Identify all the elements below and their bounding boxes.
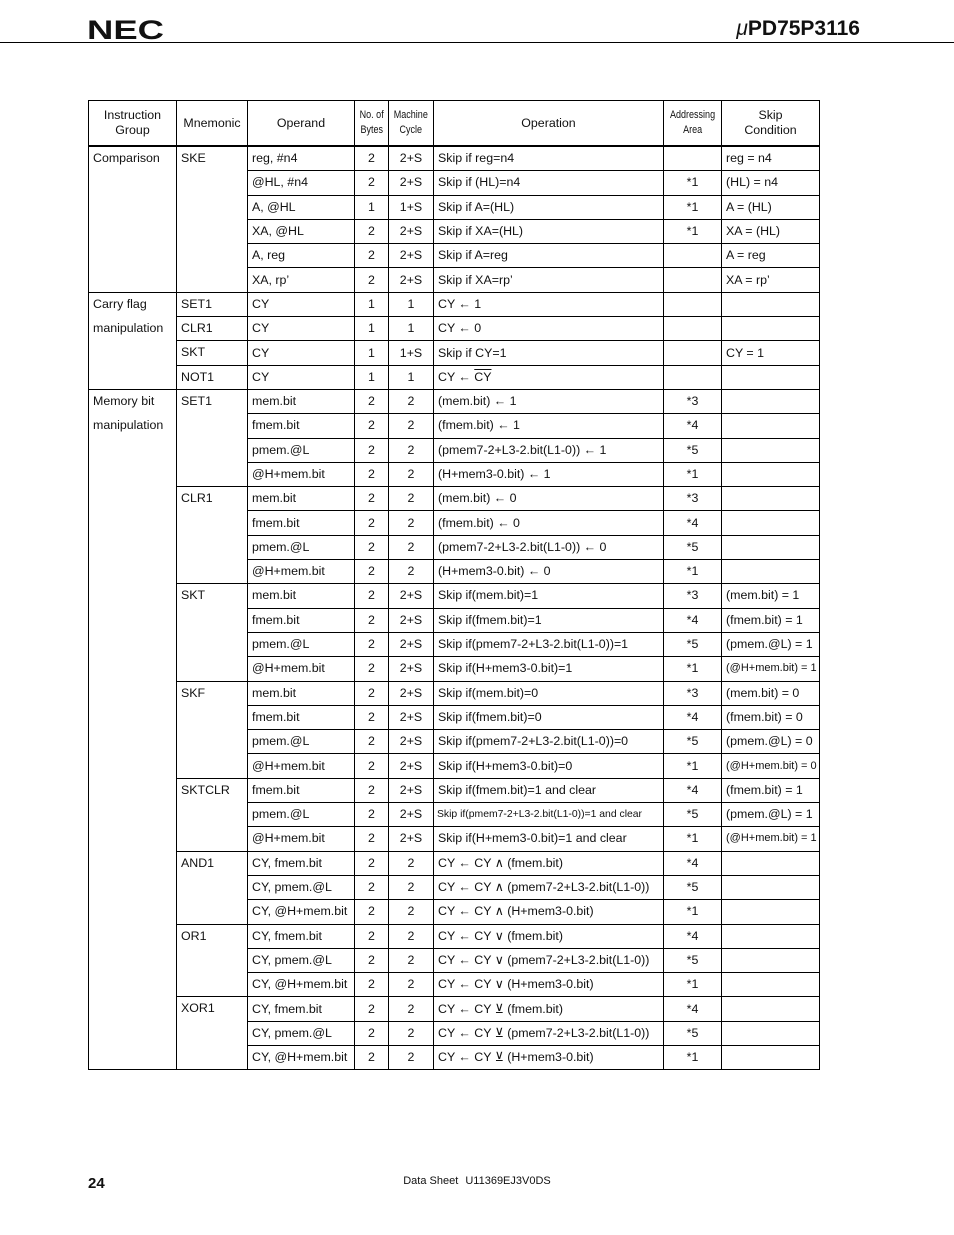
skip-condition-cell — [722, 997, 820, 1021]
operation-cell: CY ← 0 — [434, 317, 664, 341]
cycle-cell: 2 — [389, 1021, 434, 1045]
bytes-cell: 1 — [355, 292, 389, 316]
operation-cell: CY ← CY ∧ (H+mem3-0.bit) — [434, 900, 664, 924]
page-number: 24 — [88, 1175, 105, 1192]
bytes-cell: 2 — [355, 438, 389, 462]
operation-cell — [434, 365, 664, 389]
bytes-cell: 2 — [355, 705, 389, 729]
mu-prefix: μ — [736, 17, 748, 40]
operation-cell: (fmem.bit) ← 1 — [434, 414, 664, 438]
mnemonic-cell: CLR1 — [177, 317, 248, 341]
skip-condition-cell: (@H+mem.bit) = 1 — [722, 657, 820, 681]
cycle-cell: 2 — [389, 1045, 434, 1069]
operand-cell: CY, fmem.bit — [248, 851, 355, 875]
col-header-group: Instruction Group — [89, 101, 177, 147]
operand-cell: CY, @H+mem.bit — [248, 973, 355, 997]
addressing-area-cell: *3 — [664, 389, 722, 413]
operation-cell: CY ← CY ∨ (pmem7-2+L3-2.bit(L1-0)) — [434, 948, 664, 972]
skip-condition-cell: (fmem.bit) = 1 — [722, 778, 820, 802]
cycle-cell: 2+S — [389, 778, 434, 802]
operand-cell: A, @HL — [248, 195, 355, 219]
cycle-cell: 2 — [389, 511, 434, 535]
operand-cell: CY, pmem.@L — [248, 875, 355, 899]
cycle-cell: 2+S — [389, 171, 434, 195]
addressing-area-cell: *1 — [664, 1045, 722, 1069]
nec-logo: NEC — [87, 15, 164, 45]
skip-condition-cell: (@H+mem.bit) = 1 — [722, 827, 820, 851]
operand-cell: CY, pmem.@L — [248, 1021, 355, 1045]
operation-cell: (H+mem3-0.bit) ← 0 — [434, 560, 664, 584]
addressing-area-cell: *5 — [664, 948, 722, 972]
bytes-cell: 2 — [355, 681, 389, 705]
bytes-cell: 2 — [355, 1045, 389, 1069]
table-row — [89, 584, 820, 608]
table-row — [89, 292, 820, 316]
mnemonic-cell: SKF — [177, 681, 248, 778]
cycle-cell: 1 — [389, 365, 434, 389]
skip-condition-cell: XA = (HL) — [722, 219, 820, 243]
operation-cell: CY ← 1 — [434, 292, 664, 316]
instruction-group-label: Memory bit — [93, 393, 155, 408]
cycle-cell: 2 — [389, 851, 434, 875]
operation-cell: Skip if A=reg — [434, 244, 664, 268]
cycle-cell: 2+S — [389, 632, 434, 656]
skip-condition-cell: (mem.bit) = 1 — [722, 584, 820, 608]
instruction-table — [88, 100, 820, 1070]
operation-cell: (mem.bit) ← 1 — [434, 389, 664, 413]
operation-cell: Skip if(H+mem3-0.bit)=0 — [434, 754, 664, 778]
operation-cell: Skip if CY=1 — [434, 341, 664, 365]
bytes-cell: 2 — [355, 171, 389, 195]
operation-cell: (pmem7-2+L3-2.bit(L1-0)) ← 1 — [434, 438, 664, 462]
operand-cell: fmem.bit — [248, 511, 355, 535]
operand-cell: fmem.bit — [248, 608, 355, 632]
col-header-skip: Skip Condition — [722, 101, 820, 147]
operation-cell: Skip if(pmem7-2+L3-2.bit(L1-0))=1 and clear — [434, 803, 664, 827]
bytes-cell: 2 — [355, 657, 389, 681]
bytes-cell: 2 — [355, 268, 389, 292]
bytes-cell: 2 — [355, 560, 389, 584]
operand-cell: @H+mem.bit — [248, 657, 355, 681]
operand-cell: @H+mem.bit — [248, 462, 355, 486]
cycle-cell: 2+S — [389, 730, 434, 754]
operand-cell: @H+mem.bit — [248, 827, 355, 851]
operation-cell: CY ← CY ∧ (pmem7-2+L3-2.bit(L1-0)) — [434, 875, 664, 899]
instruction-group-label: Comparison — [93, 151, 160, 165]
addressing-area-cell: *1 — [664, 973, 722, 997]
skip-condition-cell — [722, 560, 820, 584]
addressing-area-cell — [664, 341, 722, 365]
bytes-cell: 2 — [355, 973, 389, 997]
mnemonic-cell: SKE — [177, 146, 248, 292]
cycle-cell: 2+S — [389, 803, 434, 827]
operand-cell: CY, @H+mem.bit — [248, 900, 355, 924]
skip-condition-cell: (HL) = n4 — [722, 171, 820, 195]
operation-cell: Skip if(H+mem3-0.bit)=1 — [434, 657, 664, 681]
bytes-cell: 2 — [355, 997, 389, 1021]
instruction-group-label: manipulation — [93, 321, 164, 336]
cycle-cell: 2 — [389, 973, 434, 997]
skip-condition-cell: XA = rp’ — [722, 268, 820, 292]
col-header-area: Addressing Area — [664, 101, 722, 147]
skip-condition-cell — [722, 317, 820, 341]
skip-condition-cell: (pmem.@L) = 1 — [722, 632, 820, 656]
bytes-cell: 2 — [355, 1021, 389, 1045]
instruction-group-label: manipulation — [93, 418, 164, 433]
mnemonic-cell: OR1 — [177, 924, 248, 997]
instruction-group-label: Carry flag — [93, 296, 147, 311]
cycle-cell: 2+S — [389, 608, 434, 632]
bytes-cell: 2 — [355, 875, 389, 899]
operation-cell: (H+mem3-0.bit) ← 1 — [434, 462, 664, 486]
bytes-cell: 1 — [355, 317, 389, 341]
addressing-area-cell: *5 — [664, 632, 722, 656]
operation-cell: Skip if(fmem.bit)=1 — [434, 608, 664, 632]
operation-cell: CY ← CY ⊻ (H+mem3-0.bit) — [434, 1045, 664, 1069]
skip-condition-cell: (mem.bit) = 0 — [722, 681, 820, 705]
bytes-cell: 2 — [355, 948, 389, 972]
operand-cell: CY — [248, 341, 355, 365]
skip-condition-cell — [722, 1045, 820, 1069]
addressing-area-cell: *4 — [664, 705, 722, 729]
operand-cell: reg, #n4 — [248, 146, 355, 171]
overline-operand: $\overline{CY}$ — [474, 369, 492, 384]
addressing-area-cell: *3 — [664, 681, 722, 705]
cycle-cell: 2+S — [389, 584, 434, 608]
addressing-area-cell: *4 — [664, 851, 722, 875]
cycle-cell: 2 — [389, 535, 434, 559]
skip-condition-cell: (@H+mem.bit) = 0 — [722, 754, 820, 778]
operand-cell: pmem.@L — [248, 803, 355, 827]
addressing-area-cell: *1 — [664, 657, 722, 681]
instruction-group-cell — [89, 292, 177, 389]
cycle-cell: 2+S — [389, 705, 434, 729]
table-row — [89, 681, 820, 705]
addressing-area-cell: *4 — [664, 924, 722, 948]
skip-condition-cell — [722, 535, 820, 559]
cycle-cell: 1+S — [389, 195, 434, 219]
addressing-area-cell: *1 — [664, 195, 722, 219]
operation-cell: Skip if(pmem7-2+L3-2.bit(L1-0))=0 — [434, 730, 664, 754]
addressing-area-cell: *5 — [664, 803, 722, 827]
header-rule — [0, 42, 954, 43]
skip-condition-cell: CY = 1 — [722, 341, 820, 365]
operand-cell: pmem.@L — [248, 438, 355, 462]
cycle-cell: 2+S — [389, 219, 434, 243]
table-row — [89, 389, 820, 413]
operand-cell: fmem.bit — [248, 778, 355, 802]
cycle-cell: 2 — [389, 560, 434, 584]
operand-cell: pmem.@L — [248, 535, 355, 559]
document-title — [736, 16, 860, 42]
operation-cell: (pmem7-2+L3-2.bit(L1-0)) ← 0 — [434, 535, 664, 559]
operand-cell: XA, @HL — [248, 219, 355, 243]
table-row — [89, 146, 820, 171]
cycle-cell: 2+S — [389, 146, 434, 171]
cycle-cell: 2+S — [389, 244, 434, 268]
table-body — [89, 146, 820, 1070]
bytes-cell: 2 — [355, 900, 389, 924]
col-header-operand: Operand — [248, 101, 355, 147]
cycle-cell: 2 — [389, 948, 434, 972]
cycle-cell: 2 — [389, 900, 434, 924]
bytes-cell: 2 — [355, 730, 389, 754]
skip-condition-cell: (fmem.bit) = 0 — [722, 705, 820, 729]
table-row — [89, 924, 820, 948]
addressing-area-cell: *5 — [664, 438, 722, 462]
operand-cell: mem.bit — [248, 681, 355, 705]
operand-cell: CY — [248, 365, 355, 389]
mnemonic-cell: SKT — [177, 341, 248, 365]
cycle-cell: 2 — [389, 924, 434, 948]
operation-cell: CY ← CY ⊻ (fmem.bit) — [434, 997, 664, 1021]
cycle-cell: 2+S — [389, 827, 434, 851]
addressing-area-cell: *1 — [664, 560, 722, 584]
operation-cell: CY ← CY ∨ (fmem.bit) — [434, 924, 664, 948]
mnemonic-cell: XOR1 — [177, 997, 248, 1070]
operand-cell: CY, fmem.bit — [248, 997, 355, 1021]
table-row — [89, 851, 820, 875]
operation-cell: Skip if(fmem.bit)=1 and clear — [434, 778, 664, 802]
operand-cell: pmem.@L — [248, 730, 355, 754]
operand-cell: mem.bit — [248, 487, 355, 511]
operand-cell: CY, @H+mem.bit — [248, 1045, 355, 1069]
bytes-cell: 2 — [355, 924, 389, 948]
operation-text: CY ← — [438, 369, 475, 384]
header-row — [89, 101, 820, 147]
mnemonic-cell: SKTCLR — [177, 778, 248, 851]
operation-cell: Skip if(pmem7-2+L3-2.bit(L1-0))=1 — [434, 632, 664, 656]
addressing-area-cell: *4 — [664, 608, 722, 632]
addressing-area-cell: *1 — [664, 900, 722, 924]
skip-condition-cell — [722, 511, 820, 535]
skip-condition-cell: reg = n4 — [722, 146, 820, 171]
skip-condition-cell — [722, 462, 820, 486]
table-row — [89, 317, 820, 341]
operation-cell: Skip if(H+mem3-0.bit)=1 and clear — [434, 827, 664, 851]
cycle-cell: 1 — [389, 292, 434, 316]
operation-cell: CY ← CY ∨ (H+mem3-0.bit) — [434, 973, 664, 997]
addressing-area-cell — [664, 146, 722, 171]
skip-condition-cell — [722, 924, 820, 948]
skip-condition-cell — [722, 973, 820, 997]
addressing-area-cell: *5 — [664, 1021, 722, 1045]
bytes-cell: 2 — [355, 827, 389, 851]
col-header-bytes: No. of Bytes — [355, 101, 389, 147]
cycle-cell: 2+S — [389, 657, 434, 681]
bytes-cell: 2 — [355, 511, 389, 535]
cycle-cell: 2 — [389, 389, 434, 413]
table-row — [89, 778, 820, 802]
instruction-group-cell — [89, 146, 177, 292]
operand-cell: @HL, #n4 — [248, 171, 355, 195]
addressing-area-cell: *1 — [664, 827, 722, 851]
skip-condition-cell: (pmem.@L) = 1 — [722, 803, 820, 827]
operation-cell: Skip if(mem.bit)=0 — [434, 681, 664, 705]
table-row — [89, 997, 820, 1021]
operand-cell: A, reg — [248, 244, 355, 268]
operand-cell: @H+mem.bit — [248, 754, 355, 778]
addressing-area-cell: *3 — [664, 487, 722, 511]
cycle-cell: 2 — [389, 462, 434, 486]
bytes-cell: 2 — [355, 632, 389, 656]
operand-cell: fmem.bit — [248, 414, 355, 438]
mnemonic-cell: SET1 — [177, 292, 248, 316]
addressing-area-cell — [664, 268, 722, 292]
mnemonic-cell: CLR1 — [177, 487, 248, 584]
bytes-cell: 1 — [355, 195, 389, 219]
operand-cell: CY — [248, 317, 355, 341]
cycle-cell: 2+S — [389, 268, 434, 292]
cycle-cell: 1+S — [389, 341, 434, 365]
operation-cell: CY ← CY ∧ (fmem.bit) — [434, 851, 664, 875]
mnemonic-cell: SET1 — [177, 389, 248, 486]
operand-cell: XA, rp’ — [248, 268, 355, 292]
table-row — [89, 365, 820, 389]
skip-condition-cell — [722, 851, 820, 875]
bytes-cell: 2 — [355, 851, 389, 875]
bytes-cell: 2 — [355, 608, 389, 632]
cycle-cell: 2 — [389, 414, 434, 438]
bytes-cell: 1 — [355, 365, 389, 389]
bytes-cell: 2 — [355, 146, 389, 171]
bytes-cell: 1 — [355, 341, 389, 365]
skip-condition-cell — [722, 389, 820, 413]
addressing-area-cell: *4 — [664, 414, 722, 438]
skip-condition-cell — [722, 292, 820, 316]
cycle-cell: 2 — [389, 875, 434, 899]
footer-doc-id: Data Sheet U11369EJ3V0DS — [403, 1175, 551, 1187]
instruction-group-cell — [89, 389, 177, 1069]
bytes-cell: 2 — [355, 462, 389, 486]
skip-condition-cell: (fmem.bit) = 1 — [722, 608, 820, 632]
addressing-area-cell: *5 — [664, 730, 722, 754]
operand-cell: mem.bit — [248, 389, 355, 413]
addressing-area-cell: *4 — [664, 511, 722, 535]
col-header-cycle: Machine Cycle — [389, 101, 434, 147]
skip-condition-cell — [722, 438, 820, 462]
bytes-cell: 2 — [355, 389, 389, 413]
skip-condition-cell: (pmem.@L) = 0 — [722, 730, 820, 754]
bytes-cell: 2 — [355, 414, 389, 438]
cycle-cell: 2 — [389, 487, 434, 511]
table-row — [89, 487, 820, 511]
bytes-cell: 2 — [355, 535, 389, 559]
cycle-cell: 2+S — [389, 754, 434, 778]
cycle-cell: 2 — [389, 997, 434, 1021]
part-number: PD75P3116 — [747, 17, 860, 40]
skip-condition-cell — [722, 948, 820, 972]
col-header-operation: Operation — [434, 101, 664, 147]
bytes-cell: 2 — [355, 584, 389, 608]
operation-cell: Skip if(mem.bit)=1 — [434, 584, 664, 608]
mnemonic-cell: NOT1 — [177, 365, 248, 389]
bytes-cell: 2 — [355, 219, 389, 243]
operand-cell: mem.bit — [248, 584, 355, 608]
addressing-area-cell: *1 — [664, 219, 722, 243]
operand-cell: @H+mem.bit — [248, 560, 355, 584]
addressing-area-cell — [664, 317, 722, 341]
mnemonic-cell: AND1 — [177, 851, 248, 924]
bytes-cell: 2 — [355, 244, 389, 268]
bytes-cell: 2 — [355, 754, 389, 778]
skip-condition-cell: A = (HL) — [722, 195, 820, 219]
addressing-area-cell: *5 — [664, 535, 722, 559]
operand-cell: CY, fmem.bit — [248, 924, 355, 948]
addressing-area-cell: *3 — [664, 584, 722, 608]
mnemonic-cell: SKT — [177, 584, 248, 681]
cycle-cell: 1 — [389, 317, 434, 341]
addressing-area-cell — [664, 244, 722, 268]
table-row — [89, 341, 820, 365]
skip-condition-cell: A = reg — [722, 244, 820, 268]
cycle-cell: 2+S — [389, 681, 434, 705]
operand-cell: CY — [248, 292, 355, 316]
addressing-area-cell: *1 — [664, 754, 722, 778]
operation-cell: Skip if reg=n4 — [434, 146, 664, 171]
col-header-mnemonic: Mnemonic — [177, 101, 248, 147]
addressing-area-cell — [664, 292, 722, 316]
operation-cell: Skip if XA=(HL) — [434, 219, 664, 243]
addressing-area-cell: *4 — [664, 778, 722, 802]
addressing-area-cell: *4 — [664, 997, 722, 1021]
operation-cell: Skip if A=(HL) — [434, 195, 664, 219]
operand-cell: CY, pmem.@L — [248, 948, 355, 972]
operand-cell: pmem.@L — [248, 632, 355, 656]
operation-cell: Skip if XA=rp’ — [434, 268, 664, 292]
operation-cell: (mem.bit) ← 0 — [434, 487, 664, 511]
operation-cell: CY ← CY ⊻ (pmem7-2+L3-2.bit(L1-0)) — [434, 1021, 664, 1045]
operand-cell: fmem.bit — [248, 705, 355, 729]
skip-condition-cell — [722, 365, 820, 389]
addressing-area-cell: *5 — [664, 875, 722, 899]
bytes-cell: 2 — [355, 803, 389, 827]
addressing-area-cell — [664, 365, 722, 389]
operation-cell: (fmem.bit) ← 0 — [434, 511, 664, 535]
bytes-cell: 2 — [355, 778, 389, 802]
bytes-cell: 2 — [355, 487, 389, 511]
operation-cell: Skip if(fmem.bit)=0 — [434, 705, 664, 729]
addressing-area-cell: *1 — [664, 462, 722, 486]
skip-condition-cell — [722, 487, 820, 511]
skip-condition-cell — [722, 1021, 820, 1045]
skip-condition-cell — [722, 414, 820, 438]
addressing-area-cell: *1 — [664, 171, 722, 195]
operation-cell: Skip if (HL)=n4 — [434, 171, 664, 195]
cycle-cell: 2 — [389, 438, 434, 462]
skip-condition-cell — [722, 900, 820, 924]
skip-condition-cell — [722, 875, 820, 899]
